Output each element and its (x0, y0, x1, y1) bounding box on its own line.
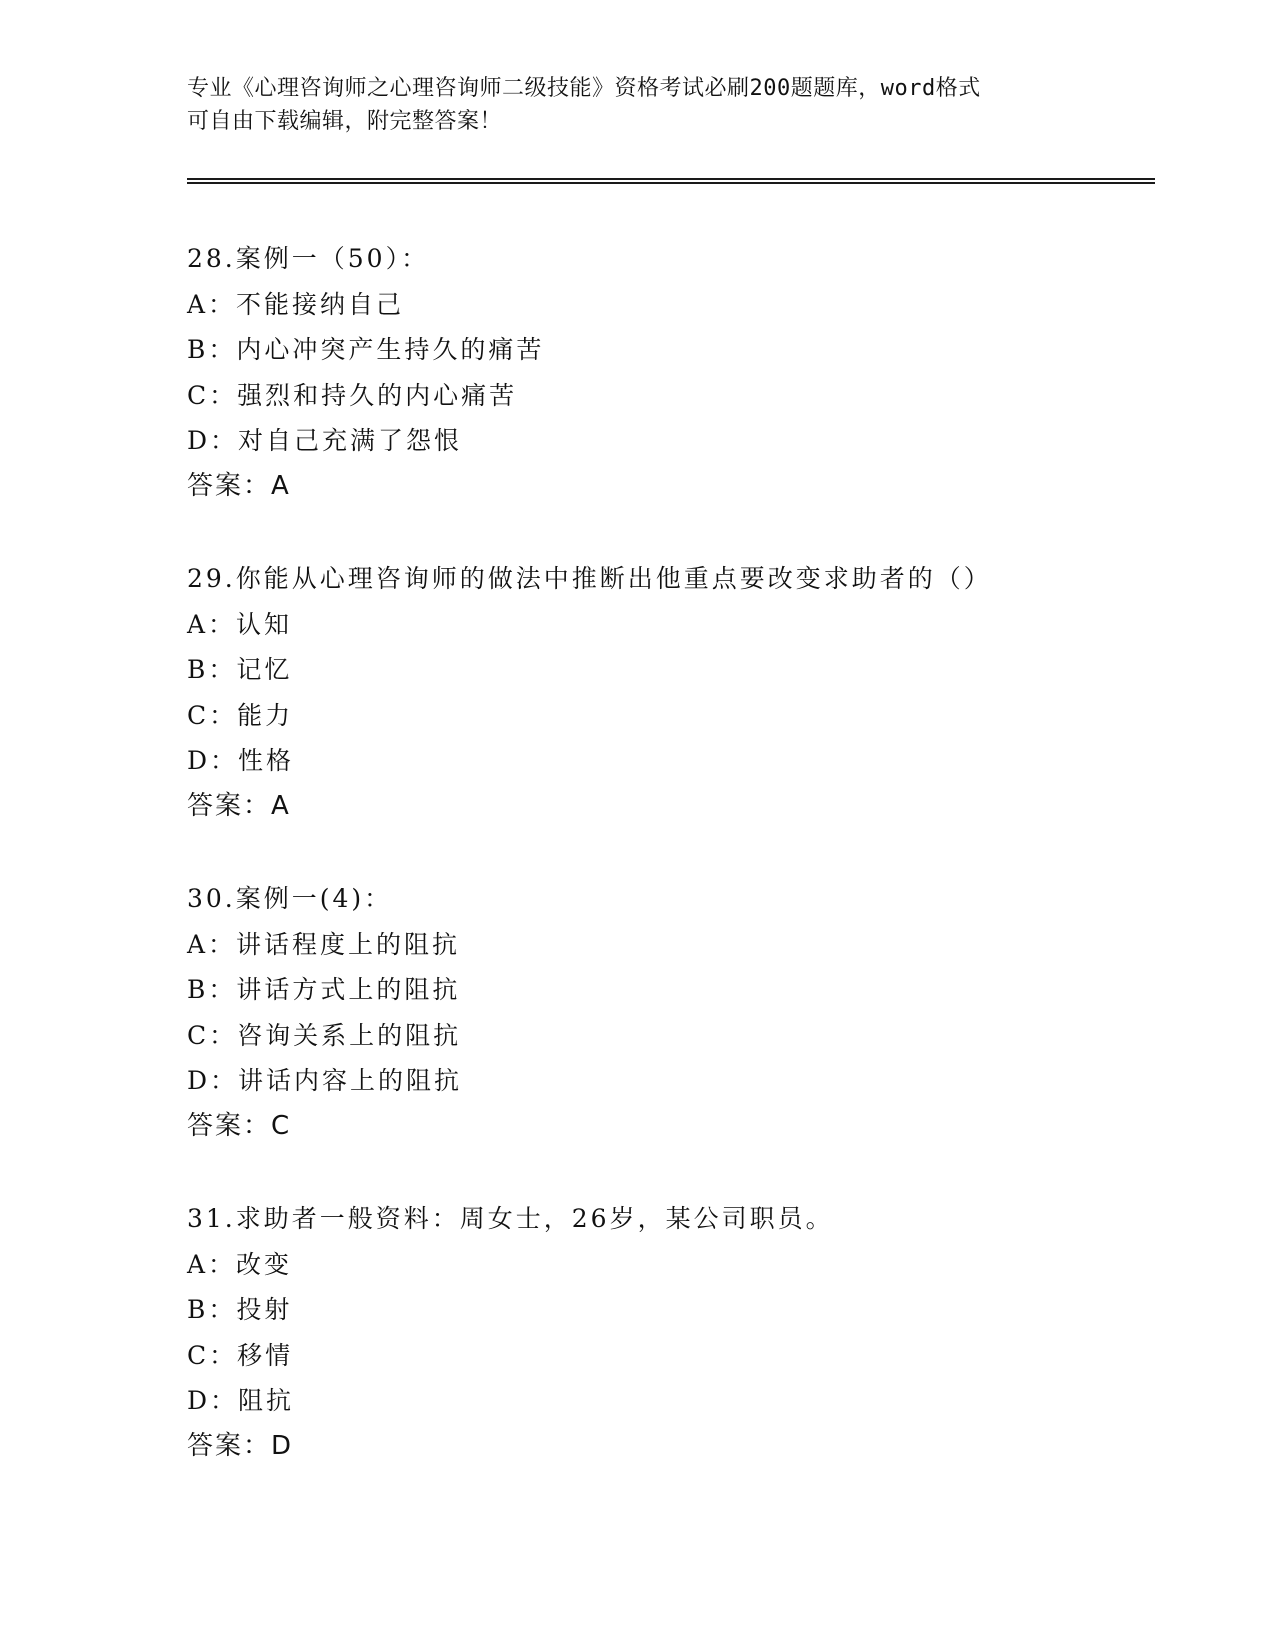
option-d: D：性格 (187, 746, 295, 775)
question-stem: 30.案例一(4)： (187, 884, 393, 913)
question-29 (187, 556, 1147, 876)
option-d: D：讲话内容上的阻抗 (187, 1066, 463, 1095)
option-c: C：能力 (187, 700, 294, 730)
question-stem: 31.求助者一般资料：周女士，26岁，某公司职员。 (187, 1204, 834, 1233)
option-a: A：改变 (187, 1249, 293, 1279)
option-d: D：阻抗 (187, 1386, 295, 1415)
option-b: B：内心冲突产生持久的痛苦 (187, 335, 545, 364)
option-d: D：对自己充满了怨恨 (187, 426, 463, 455)
question-30 (187, 876, 1147, 1196)
question-31 (187, 1196, 1147, 1516)
option-c: C：强烈和持久的内心痛苦 (187, 380, 518, 410)
option-a: A：讲话程度上的阻抗 (187, 929, 461, 959)
option-c: C：移情 (187, 1340, 294, 1370)
answer-line: 答案：C (187, 1110, 292, 1141)
document-header (187, 72, 1087, 138)
answer-line: 答案：A (187, 790, 291, 821)
answer-line: 答案：A (187, 470, 291, 501)
question-list (187, 236, 1147, 1516)
option-b: B：讲话方式上的阻抗 (187, 975, 461, 1004)
option-c: C：咨询关系上的阻抗 (187, 1020, 462, 1050)
option-b: B：投射 (187, 1295, 293, 1324)
question-stem: 29.你能从心理咨询师的做法中推断出他重点要改变求助者的（） (187, 564, 992, 593)
header-divider (187, 178, 1155, 184)
option-a: A：认知 (187, 609, 293, 639)
header-line-1: 专业《心理咨询师之心理咨询师二级技能》资格考试必刷200题题库，word格式 (187, 76, 981, 101)
answer-line: 答案：D (187, 1430, 294, 1461)
option-a: A：不能接纳自己 (187, 289, 405, 319)
question-28 (187, 236, 1147, 556)
option-b: B：记忆 (187, 655, 293, 684)
question-stem: 28.案例一（50）： (187, 244, 430, 273)
header-line-2: 可自由下载编辑，附完整答案！ (187, 109, 503, 134)
